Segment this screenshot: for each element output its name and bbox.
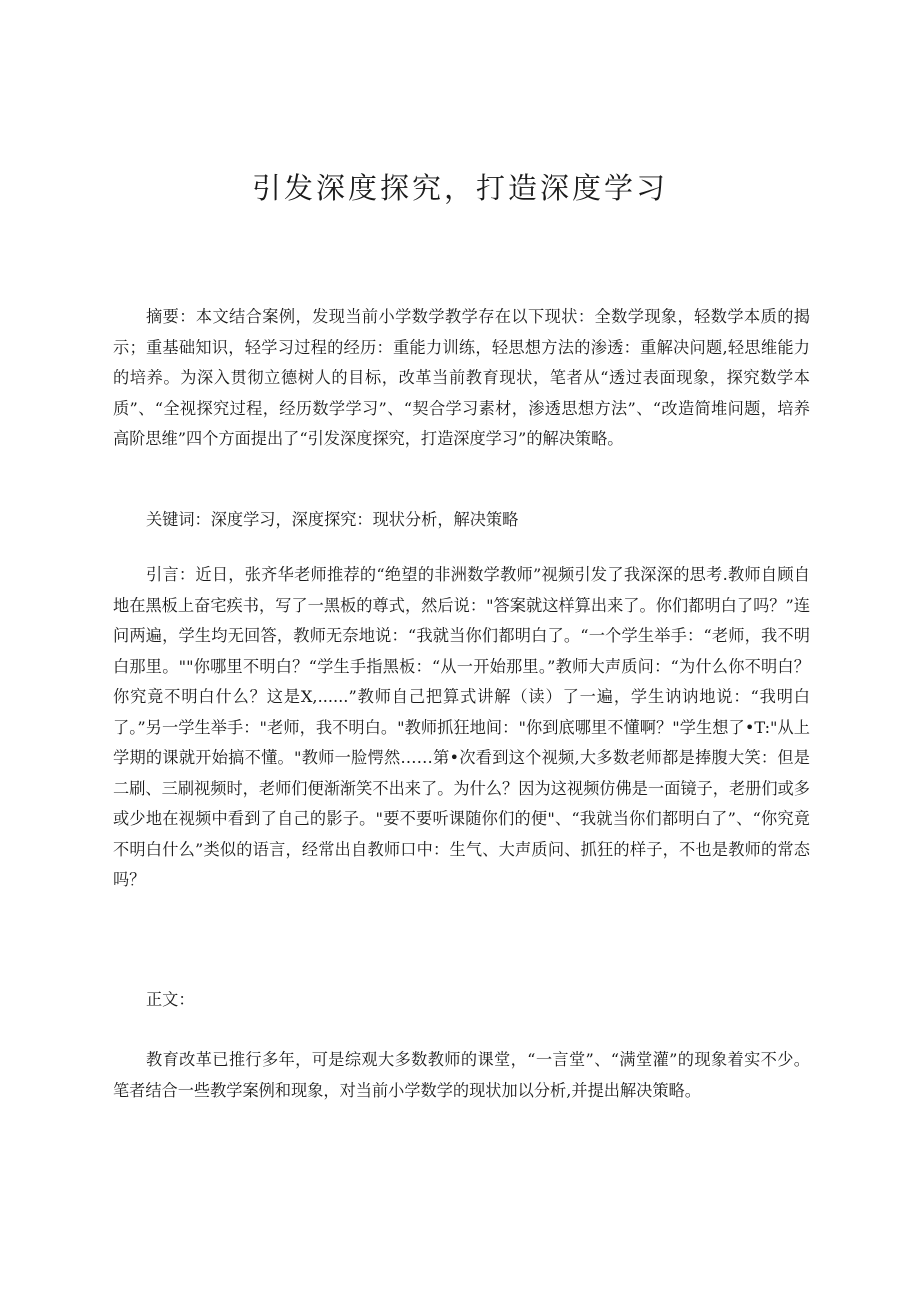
body-section-label: 正文： [146,990,195,1009]
introduction-paragraph: 引言：近日，张齐华老师推荐的“绝望的非洲数学教师”视频引发了我深深的思考.教师自顾自地在黑板上奋宅疾书，写了一黑板的尊式，然后说："答案就这样算出来了。你们都明白了吗？”连问两遍，学生均无回答，教师无奈地说：“我就当你们都明白了。“一个学生举手：“老师，我不明白那里。""你哪里不明白？“学生手指黑板：“从一开始那里。”教师大声质问：“为什么你不明白？你究竟不明白什么？这是X,......”教师自己把算式讲解（读）了一遍，学生讷讷地说：“我明白了。”另一学生举手："老师，我不明白。"教师抓狂地间："你到底哪里不懂啊？"学生想了•T:"从上学期的课就开始搞不懂。"教师一脸愕然……第•次看到这个视频,大多数老师都是捧腹大笑：但是二刷、三刷视频时，老师们便渐渐笑不出来了。为什么？因为这视频仿佛是一面镜子，老册们或多或少地在视频中看到了自己的影子。"要不要听课随你们的便"、“我就当你们都明白了”、“你究竟不明白什么”类似的语言，经常出自教师口中：生气、大声质问、抓狂的样子，不也是教师的常态吗？ [113,565,810,889]
abstract-paragraph: 摘要：本文结合案例，发现当前小学数学教学存在以下现状：全数学现象，轻数学本质的揭示；重基础知识，轻学习过程的经历：重能力训练，轻思想方法的渗透：重解决问题,轻思维能力的培养。为深入贯彻立德树人的目标，改革当前教育现状，笔者从“透过表面现象，探究数学本质”、“全视探究过程，经历数学学习”、“契合学习素材，渗透思想方法”、“改造简堆问题，培养高阶思维”四个方面提出了“引发深度探究，打造深度学习”的解决策略。 [113,307,810,448]
document-title: 引发深度探究，打造深度学习 [251,171,668,205]
keywords-paragraph: 关键词：深度学习，深度探究：现状分析，解决策略 [146,510,519,529]
body-paragraph: 教育改革已推行多年，可是综观大多数教师的课堂，“一言堂”、“满堂灌”的现象着实不少。笔者结合一些教学案例和现象，对当前小学数学的现状加以分析,并提出解决策略。 [113,1050,810,1100]
